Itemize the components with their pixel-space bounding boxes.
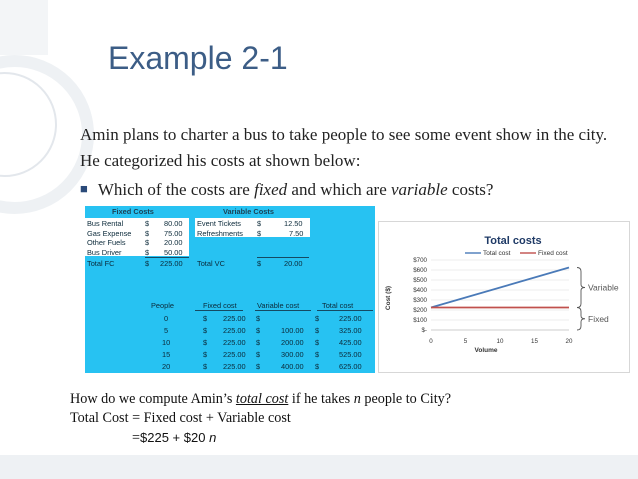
decorative-footer-band xyxy=(0,455,638,479)
cell-fixed: 225.00 xyxy=(223,338,246,347)
total-costs-chart xyxy=(378,221,630,373)
series-layer xyxy=(431,268,569,308)
legend-fixed: Fixed cost xyxy=(538,250,568,257)
sum-line xyxy=(145,257,189,258)
note-formula: =$225 + $20 n xyxy=(132,430,217,446)
x-tick-label: 10 xyxy=(496,338,504,345)
cell-total: 225.00 xyxy=(339,314,362,323)
cell-people: 20 xyxy=(162,362,171,371)
fixed-item-amount: 20.00 xyxy=(164,238,183,247)
variable-item-amount: 7.50 xyxy=(289,228,304,238)
cell-people: 0 xyxy=(164,314,169,323)
header-underline xyxy=(255,310,311,311)
fixed-item-amount: 75.00 xyxy=(164,228,183,238)
brace xyxy=(577,308,585,331)
total-vc-label: Total VC xyxy=(197,259,225,268)
cell-people: 10 xyxy=(162,338,171,347)
y-tick-label: $300 xyxy=(413,297,427,304)
cell-variable: 200.00 xyxy=(281,338,304,347)
cell-variable: 400.00 xyxy=(281,362,304,371)
intro-paragraph: Amin plans to charter a bus to take people to see some event show in the city. He categorized his costs at shown below: xyxy=(80,125,608,170)
y-tick-label: $200 xyxy=(413,307,427,314)
chart-svg xyxy=(379,222,629,372)
brace xyxy=(577,268,585,308)
cell-total: 525.00 xyxy=(339,350,362,359)
column-header-people: People xyxy=(151,301,175,310)
cell-variable: 100.00 xyxy=(281,326,304,335)
fixed-costs-header: Fixed Costs xyxy=(112,207,154,216)
fixed-item-label: Bus Driver xyxy=(87,247,122,257)
total-fc-label: Total FC xyxy=(87,259,115,268)
sum-line xyxy=(257,257,309,258)
decorative-corner xyxy=(0,0,48,55)
y-tick-label: $500 xyxy=(413,277,427,284)
column-header-fixed: Fixed cost xyxy=(203,301,237,310)
column-header-total: Total cost xyxy=(322,301,354,310)
x-axis-label: Volume xyxy=(474,347,498,354)
explanation-note xyxy=(70,390,451,448)
y-axis-label: Cost ($) xyxy=(385,285,392,311)
y-tick-label: $600 xyxy=(413,267,427,274)
slide-title: Example 2-1 xyxy=(108,40,288,76)
y-tick-label: $100 xyxy=(413,317,427,324)
variable-item-label: Event Tickets xyxy=(197,219,241,228)
y-tick-label: $- xyxy=(421,327,427,334)
variable-item-amount: 12.50 xyxy=(284,219,303,228)
note-line-2: Total Cost = Fixed cost + Variable cost xyxy=(70,410,291,426)
cell-fixed: 225.00 xyxy=(223,362,246,371)
brace-label: Variable xyxy=(588,282,619,293)
cell-total: 625.00 xyxy=(339,362,362,371)
fixed-item-label: Gas Expense xyxy=(87,228,132,238)
x-tick-label: 0 xyxy=(429,338,433,345)
cell-variable: 300.00 xyxy=(281,350,304,359)
header-underline xyxy=(317,310,373,311)
legend-total: Total cost xyxy=(483,250,511,257)
cell-fixed: 225.00 xyxy=(223,326,246,335)
grid-layer xyxy=(431,260,569,330)
variable-item-label: Refreshments xyxy=(197,228,244,238)
cell-people: 15 xyxy=(162,350,171,359)
x-tick-label: 15 xyxy=(531,338,538,345)
cell-fixed: 225.00 xyxy=(223,314,246,323)
fixed-item-amount: 50.00 xyxy=(164,247,183,257)
cell-total: 425.00 xyxy=(339,338,362,347)
total-fc-value: 225.00 xyxy=(160,259,183,268)
header-underline xyxy=(195,310,243,311)
y-tick-label: $400 xyxy=(413,287,427,294)
fixed-item-label: Bus Rental xyxy=(87,219,124,228)
cell-fixed: 225.00 xyxy=(223,350,246,359)
question-bullet xyxy=(80,180,493,200)
total-vc-value: 20.00 xyxy=(284,259,303,268)
bullet-icon: ■ xyxy=(80,181,88,196)
x-tick-label: 5 xyxy=(463,338,468,345)
column-header-variable: Variable cost xyxy=(257,301,300,310)
total-cost-term: total cost xyxy=(235,391,289,407)
cost-spreadsheet: Fixed Costs Variable Costs Bus Rental $ 80.00 Gas Expense $ 75.00 Other Fuels $ 20.00 Bus Driver $ 50.00 Event Tickets $ 12.50 Refreshments $ 7.50 Total FC $ 225.00 Total VC $ 20.00 People Fixed cost Variable cost Total cost 0 $ 225.00 $ $ 225.00 5 $ 225.00 $ 100.00 $ 325.00 10 $ 225.00 $ 200.00 $ 425.00 15 $ 225.00 $ 300.00 $ 525.00 20 $ 225.00 $ 400.00 $ 625.00 xyxy=(85,206,375,373)
fixed-item-label: Other Fuels xyxy=(87,238,126,247)
chart-title: Total costs xyxy=(484,235,542,247)
question-text: Which of the costs are fixed and which are variable costs? xyxy=(97,180,494,199)
note-line-1: How do we compute Amin’s total cost if he takes n people to City? xyxy=(70,391,452,407)
series-line xyxy=(431,268,569,308)
annotation-layer xyxy=(577,268,619,331)
y-tick-label: $700 xyxy=(413,257,427,264)
x-tick-label: 20 xyxy=(565,338,573,345)
fixed-item-amount: 80.00 xyxy=(164,219,183,228)
cell-people: 5 xyxy=(164,326,169,335)
variable-costs-header: Variable Costs xyxy=(223,207,274,216)
cell-total: 325.00 xyxy=(339,326,362,335)
brace-label: Fixed xyxy=(588,313,609,324)
